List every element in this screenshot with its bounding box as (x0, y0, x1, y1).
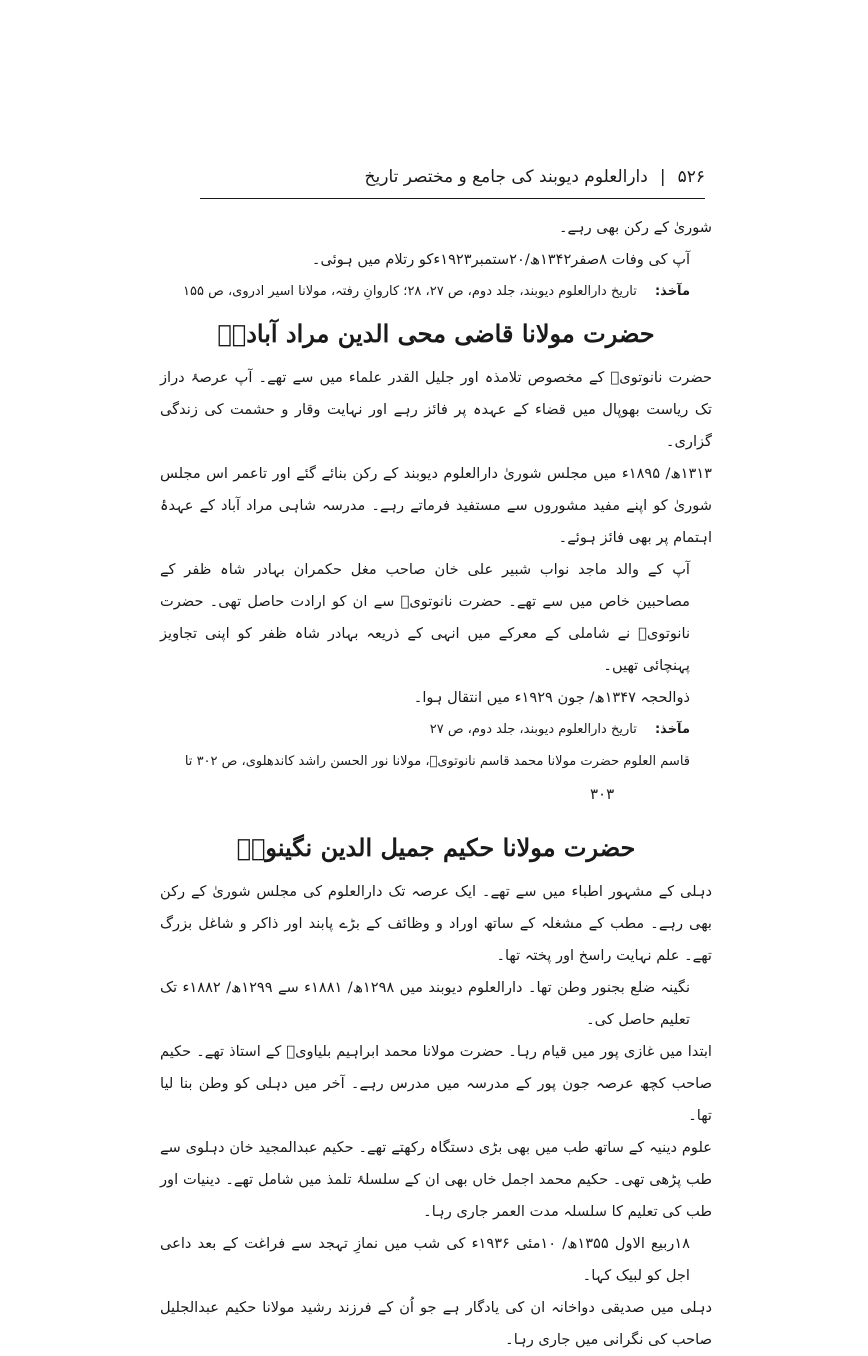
source-line (160, 714, 712, 746)
paragraph: نگینہ ضلع بجنور وطن تھا۔ دارالعلوم دیوبند میں ۱۲۹۸ھ/ ۱۸۸۱ء سے ۱۲۹۹ھ/ ۱۸۸۲ء تک تعلیم حاصل کی۔ (160, 979, 691, 1028)
paragraph: ۱۳۱۳ھ/ ۱۸۹۵ء میں مجلس شوریٰ دارالعلوم دیوبند کے رکن بنائے گئے اور تاعمر اس مجلس شوریٰ کو اپنے مفید مشوروں سے مستفید فرماتے رہے۔ مدرسہ شاہی مراد آباد کے عہدۂ اہتمام پر بھی فائز ہوئے۔ (160, 465, 712, 546)
paragraph: شوریٰ کے رکن بھی رہے۔ (558, 219, 712, 236)
header-separator: | (659, 167, 666, 187)
source-label: مآخذ: (654, 722, 690, 737)
page-number: ۵۲۶ (677, 167, 705, 187)
source-label: مآخذ: (654, 284, 690, 299)
paragraph: ابتدا میں غازی پور میں قیام رہا۔ حضرت مولانا محمد ابراہیم بلیاویؒ کے استاذ تھے۔ حکیم صاحب کچھ عرصہ جون پور کے مدرسہ میں مدرس رہے۔ آخر میں دہلی کو وطن بنا لیا تھا۔ (160, 1043, 712, 1124)
paragraph: آپ کے والد ماجد نواب شبیر علی خان صاحب مغل حکمران بہادر شاہ ظفر کے مصاحبین خاص میں سے تھے۔ حضرت نانوتویؒ سے ان کو ارادت حاصل تھی۔ حضرت نانوتویؒ نے شاملی کے معرکے میں انہی کے ذریعہ بہادر شاہ ظفر کو اپنی تجاویز پہنچائی تھیں۔ (160, 561, 690, 674)
running-title: دارالعلوم دیوبند کی جامع و مختصر تاریخ (364, 167, 648, 187)
source-text: تاریخ دارالعلوم دیوبند، جلد دوم، ص ۲۷، ۲۸؛ کاروانِ رفتہ، مولانا اسیر ادروی، ص ۱۵۵ (183, 284, 637, 299)
paragraph: دہلی میں صدیقی دواخانہ ان کی یادگار ہے جو اُن کے فرزند رشید مولانا حکیم عبدالجلیل صاحب کی نگرانی میں جاری رہا۔ (160, 1299, 712, 1348)
paragraph: آپ کی وفات ۸صفر۱۳۴۲ھ/۲۰ستمبر۱۹۲۳ءکو رتلام میں ہوئی۔ (311, 251, 690, 268)
page-continuation: ۳۰۳ (590, 785, 615, 803)
paragraph: ۱۸ربیع الاول ۱۳۵۵ھ/ ۱۰مئی ۱۹۳۶ء کی شب میں نمازِ تہجد سے فراغت کے بعد داعی اجل کو لبیک کہا۔ (160, 1235, 691, 1284)
source-line-2: قاسم العلوم حضرت مولانا محمد قاسم نانوتویؒ، مولانا نور الحسن راشد کاندھلوی، ص ۳۰۲ تا (184, 754, 690, 769)
paragraph: حضرت نانوتویؒ کے مخصوص تلامذہ اور جلیل القدر علماء میں سے تھے۔ آپ عرصۂ دراز تک ریاست بھوپال میں قضاء کے عہدہ پر فائز رہے اور نہایت وقار و حشمت کی زندگی گزاری۔ (160, 369, 712, 450)
paragraph: ذوالحجہ ۱۳۴۷ھ/ جون ۱۹۲۹ء میں انتقال ہوا۔ (413, 689, 690, 706)
page-body (160, 212, 712, 1356)
running-header (200, 160, 705, 194)
source-line (160, 276, 712, 308)
section-heading: حضرت مولانا قاضی محی الدین مراد آبادیؒ (217, 319, 655, 348)
paragraph: علوم دینیہ کے ساتھ طب میں بھی بڑی دستگاہ رکھتے تھے۔ حکیم عبدالمجید خان دہلوی سے طب پڑھی تھی۔ حکیم محمد اجمل خاں بھی ان کے سلسلۂ تلمذ میں شامل تھے۔ دینیات اور طب کی تعلیم کا سلسلہ مدت العمر جاری رہا۔ (160, 1139, 712, 1220)
header-rule (200, 198, 705, 199)
paragraph: دہلی کے مشہور اطباء میں سے تھے۔ ایک عرصہ تک دارالعلوم کی مجلس شوریٰ کے رکن بھی رہے۔ مطب کے مشغلہ کے ساتھ اوراد و وظائف کے بڑے پابند اور ذاکر و شاغل بزرگ تھے۔ علم نہایت راسخ اور پختہ تھا۔ (160, 883, 712, 964)
section-heading: حضرت مولانا حکیم جمیل الدین نگینویؒ (236, 833, 636, 862)
source-text: تاریخ دارالعلوم دیوبند، جلد دوم، ص ۲۷ (429, 722, 637, 737)
